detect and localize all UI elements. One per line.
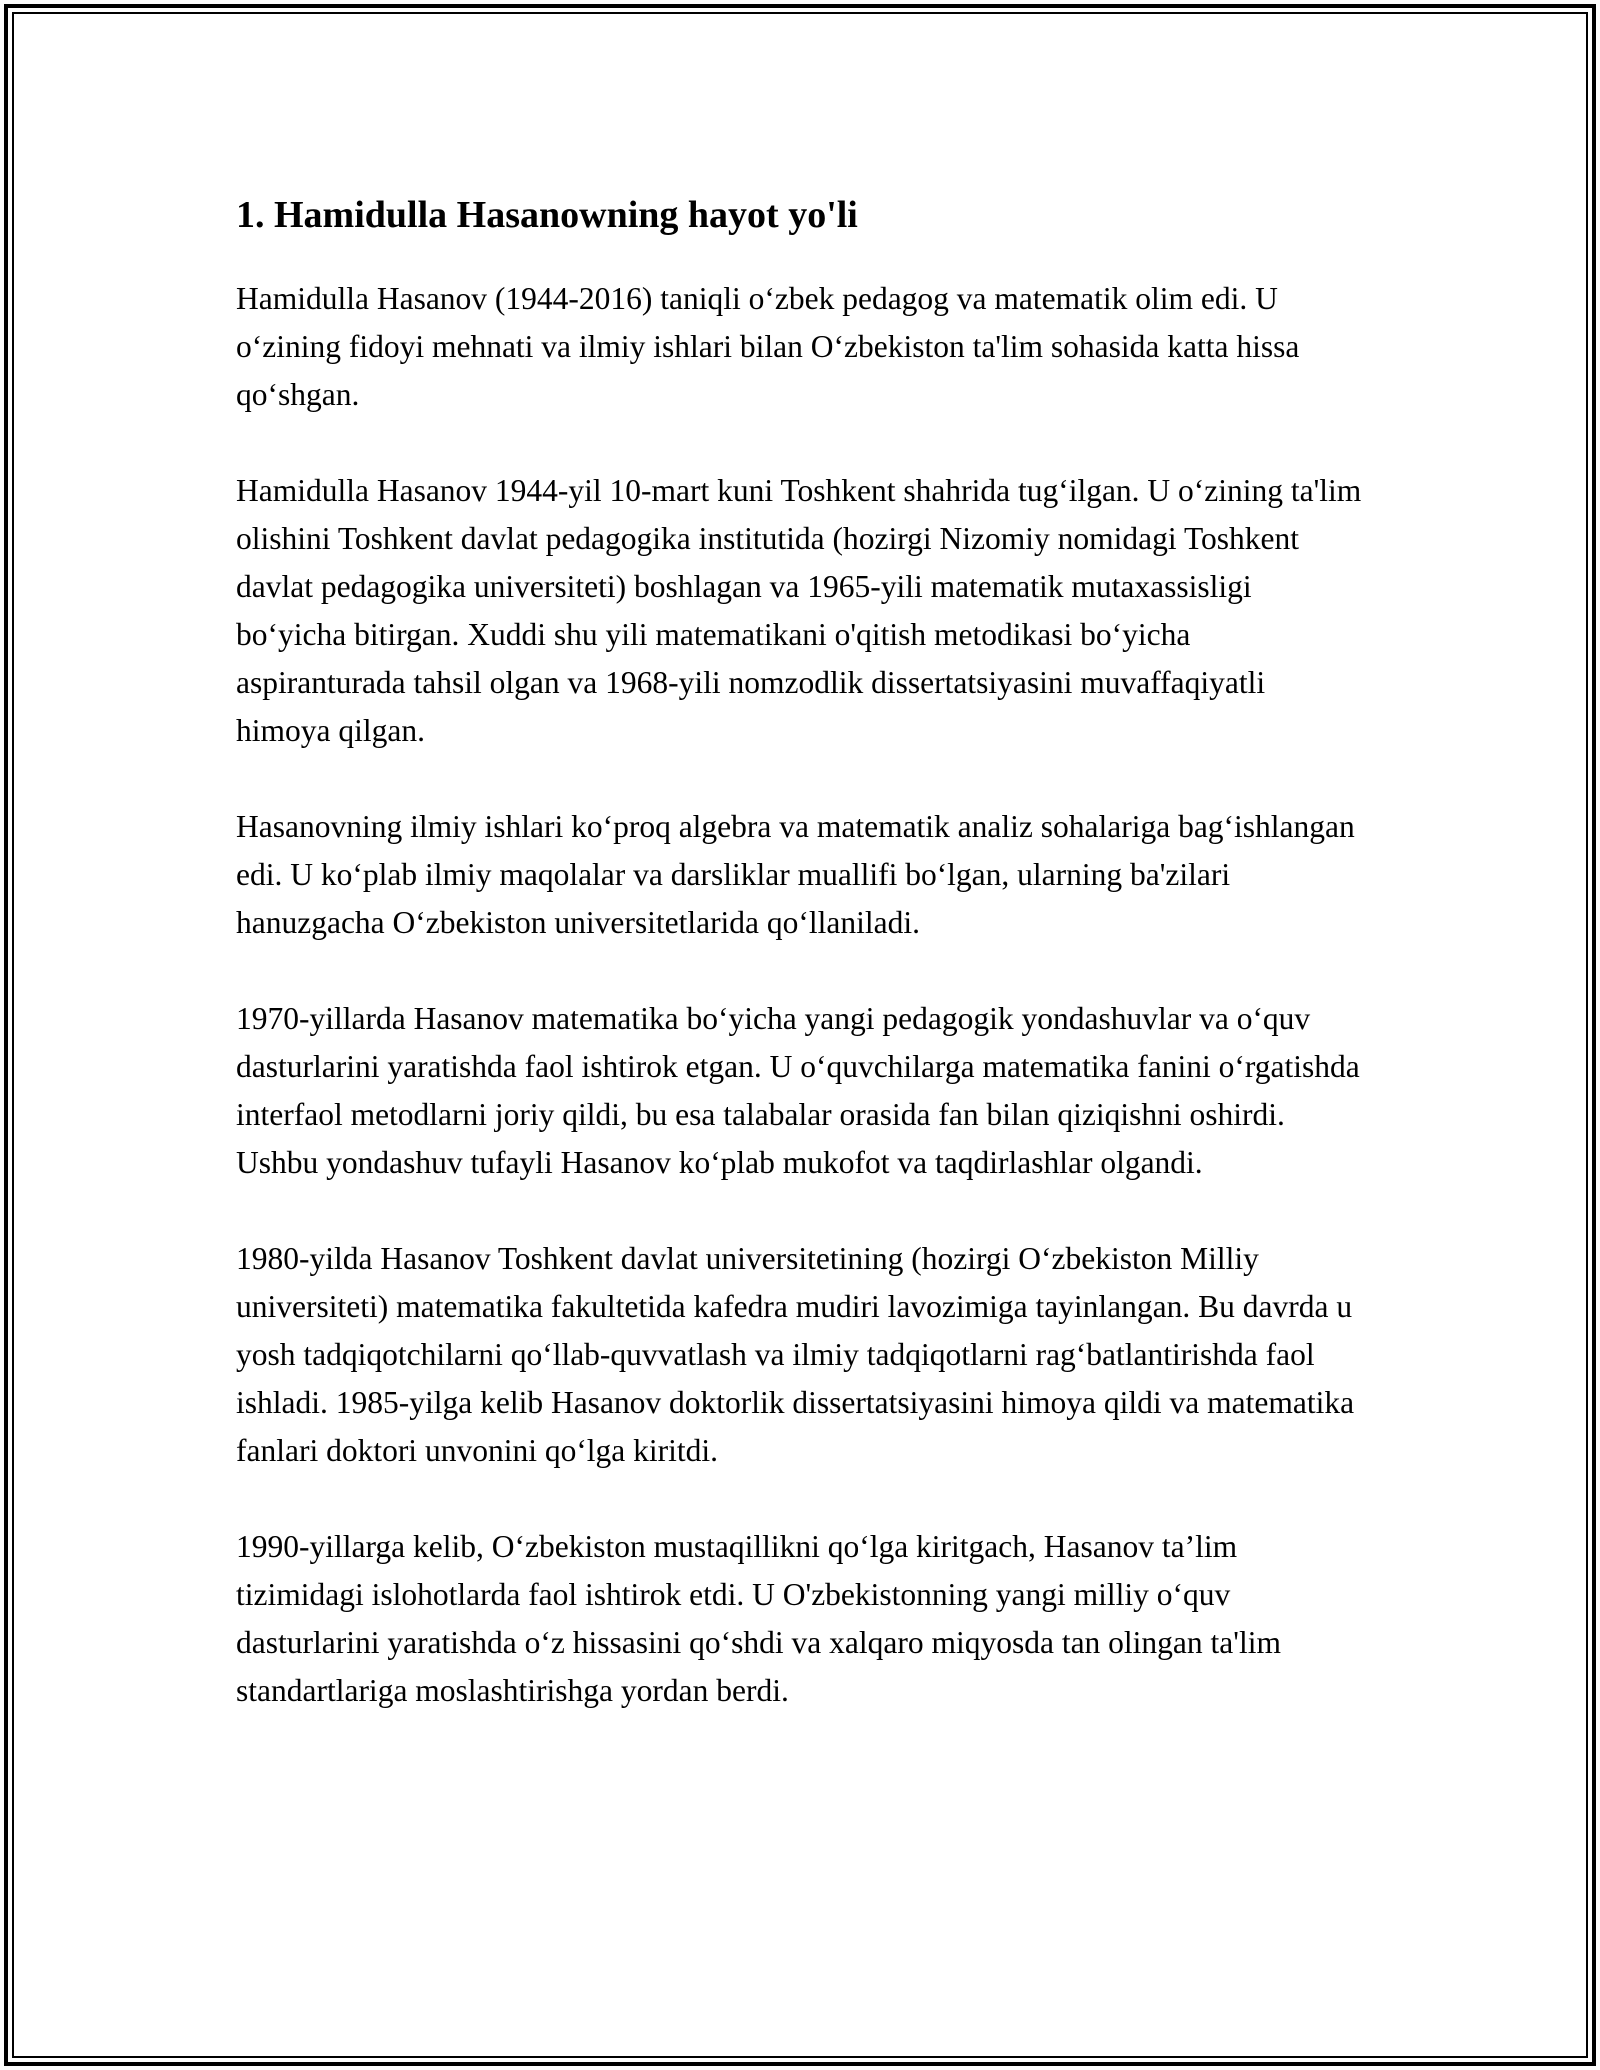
paragraph-introduction: Hamidulla Hasanov (1944-2016) taniqli o‘zbek pedagog va matematik olim edi. U o‘zining fidoyi mehnati va ilmiy ishlari bilan O‘zbekiston ta'lim sohasida katta hissa qo‘shgan. [236,281,1300,412]
paragraph-1970s: 1970-yillarda Hasanov matematika bo‘yicha yangi pedagogik yondashuvlar va o‘quv dasturlarini yaratishda faol ishtirok etgan. U o‘quvchilarga matematika fanini o‘rgatishda interfaol metodlarni joriy qildi, bu esa talabalar orasida fan bilan qiziqishni oshirdi. Ushbu yondashuv tufayli Hasanov ko‘plab mukofot va taqdirlashlar olgandi. [236,1001,1360,1180]
paragraph-early-life-education: Hamidulla Hasanov 1944-yil 10-mart kuni Toshkent shahrida tug‘ilgan. U o‘zining ta'lim olishini Toshkent davlat pedagogika institutida (hozirgi Nizomiy nomidagi Toshkent davlat pedagogika universiteti) boshlagan va 1965-yili matematik mutaxassisligi bo‘yicha bitirgan. Xuddi shu yili matematikani o'qitish metodikasi bo‘yicha aspiranturada tahsil olgan va 1968-yili nomzodlik dissertatsiyasini muvaffaqiyatli himoya qilgan. [236,473,1362,748]
document-body [236,185,1366,1763]
paragraph-1980s: 1980-yilda Hasanov Toshkent davlat universitetining (hozirgi O‘zbekiston Milliy universiteti) matematika fakultetida kafedra mudiri lavozimiga tayinlangan. Bu davrda u yosh tadqiqotchilarni qo‘llab-quvvatlash va ilmiy tadqiqotlarni rag‘batlantirishda faol ishladi. 1985-yilga kelib Hasanov doktorlik dissertatsiyasini himoya qildi va matematika fanlari doktori unvonini qo‘lga kiritdi. [236,1241,1355,1468]
paragraph-1990s: 1990-yillarga kelib, O‘zbekiston mustaqillikni qo‘lga kiritgach, Hasanov ta’lim tizimidagi islohotlarda faol ishtirok etdi. U O'zbekistonning yangi milliy o‘quv dasturlarini yaratishda o‘z hissasini qo‘shdi va xalqaro miqyosda tan olingan ta'lim standartlariga moslashtirishga yordan berdi. [236,1529,1281,1708]
paragraph-research: Hasanovning ilmiy ishlari ko‘proq algebra va matematik analiz sohalariga bag‘ishlangan edi. U ko‘plab ilmiy maqolalar va darsliklar muallifi bo‘lgan, ularning ba'zilari hanuzgacha O‘zbekiston universitetlarida qo‘llaniladi. [236,809,1355,940]
document-title: 1. Hamidulla Hasanowning hayot yo'li [236,194,858,236]
